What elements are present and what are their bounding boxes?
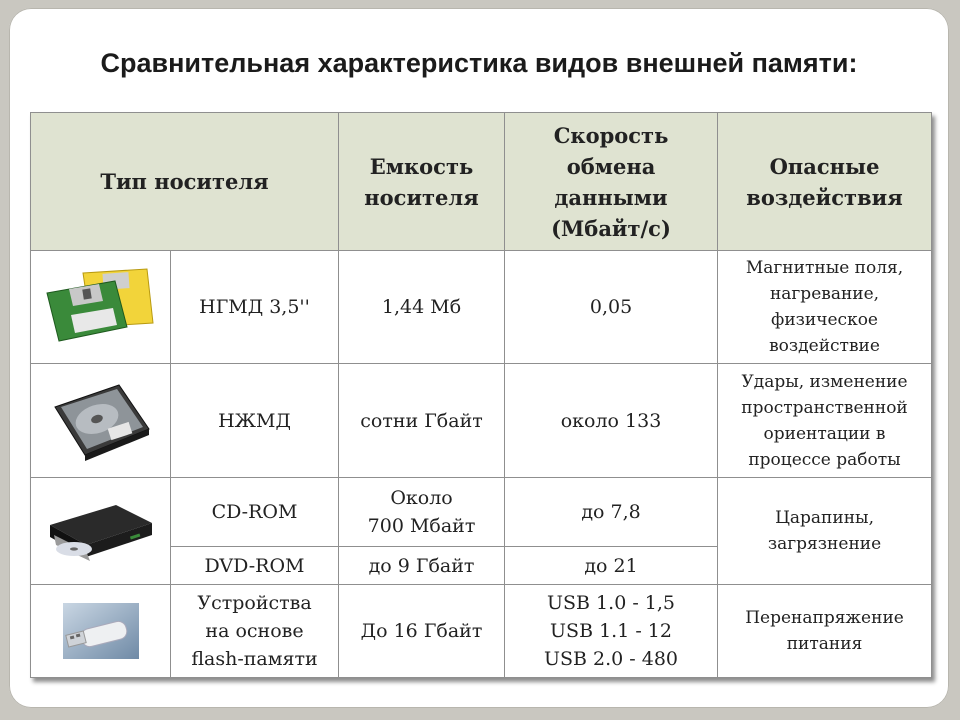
flash-speed-line: USB 1.0 - 1,5 <box>547 592 675 614</box>
hazard-line: питания <box>786 634 863 654</box>
comparison-table <box>30 112 932 678</box>
hazard-line: процессе работы <box>748 449 901 470</box>
flash-name-line: flash-памяти <box>191 648 318 670</box>
hdd-speed: около 133 <box>505 364 718 478</box>
hazard-line: Перенапряжение <box>745 608 904 628</box>
header-speed-line: Скорость <box>553 122 669 148</box>
header-capacity: Емкость носителя <box>339 113 505 251</box>
cd-capacity-line: 700 Мбайт <box>367 515 476 537</box>
optical-hazards <box>718 478 932 585</box>
flash-speed <box>505 585 718 678</box>
table-row <box>31 364 932 478</box>
flash-speed-line: USB 1.1 - 12 <box>550 620 672 642</box>
table-row <box>31 251 932 364</box>
icon-cell <box>31 478 171 585</box>
header-speed <box>505 113 718 251</box>
hazard-line: ориентации в <box>763 423 886 444</box>
hazard-line: воздействие <box>769 336 880 356</box>
cd-name: CD-ROM <box>171 478 339 547</box>
flash-capacity: До 16 Гбайт <box>339 585 505 678</box>
slide-title: Сравнительная характеристика видов внешней памяти: <box>100 48 858 78</box>
hdd-name: НЖМД <box>171 364 339 478</box>
usb-flash-icon <box>61 601 141 661</box>
floppy-disk-icon <box>43 267 159 347</box>
hazard-line: нагревание, <box>769 284 880 304</box>
table-header-row <box>31 113 932 251</box>
hazard-line: загрязнение <box>767 534 882 554</box>
icon-cell <box>31 585 171 678</box>
floppy-hazards <box>718 251 932 364</box>
hazard-line: Удары, изменение <box>741 371 908 392</box>
floppy-speed: 0,05 <box>505 251 718 364</box>
dvd-speed: до 21 <box>505 547 718 585</box>
hard-drive-icon <box>49 379 153 463</box>
dvd-capacity: до 9 Гбайт <box>339 547 505 585</box>
hazard-line: Царапины, <box>775 508 874 528</box>
icon-cell <box>31 364 171 478</box>
hazard-line: Магнитные поля, <box>745 258 904 278</box>
floppy-name: НГМД 3,5'' <box>171 251 339 364</box>
cd-capacity-line: Около <box>390 487 453 509</box>
flash-name <box>171 585 339 678</box>
floppy-capacity: 1,44 Мб <box>339 251 505 364</box>
header-speed-line: обмена <box>566 153 656 179</box>
hdd-hazards <box>718 364 932 478</box>
header-speed-line: данными <box>554 184 668 210</box>
slide <box>9 8 949 708</box>
header-hazards: Опасные воздействия <box>718 113 932 251</box>
flash-name-line: Устройства <box>197 592 312 614</box>
table-row <box>31 478 932 547</box>
header-type: Тип носителя <box>31 113 339 251</box>
cd-capacity <box>339 478 505 547</box>
hdd-capacity: сотни Гбайт <box>339 364 505 478</box>
cd-speed: до 7,8 <box>505 478 718 547</box>
optical-drive-icon <box>46 495 156 567</box>
icon-cell <box>31 251 171 364</box>
flash-hazards <box>718 585 932 678</box>
hazard-line: пространственной <box>741 397 908 418</box>
table-row <box>31 585 932 678</box>
header-speed-line: (Мбайт/с) <box>551 215 671 241</box>
flash-speed-line: USB 2.0 - 480 <box>544 648 679 670</box>
flash-name-line: на основе <box>205 620 304 642</box>
hazard-line: физическое <box>771 310 878 330</box>
dvd-name: DVD-ROM <box>171 547 339 585</box>
